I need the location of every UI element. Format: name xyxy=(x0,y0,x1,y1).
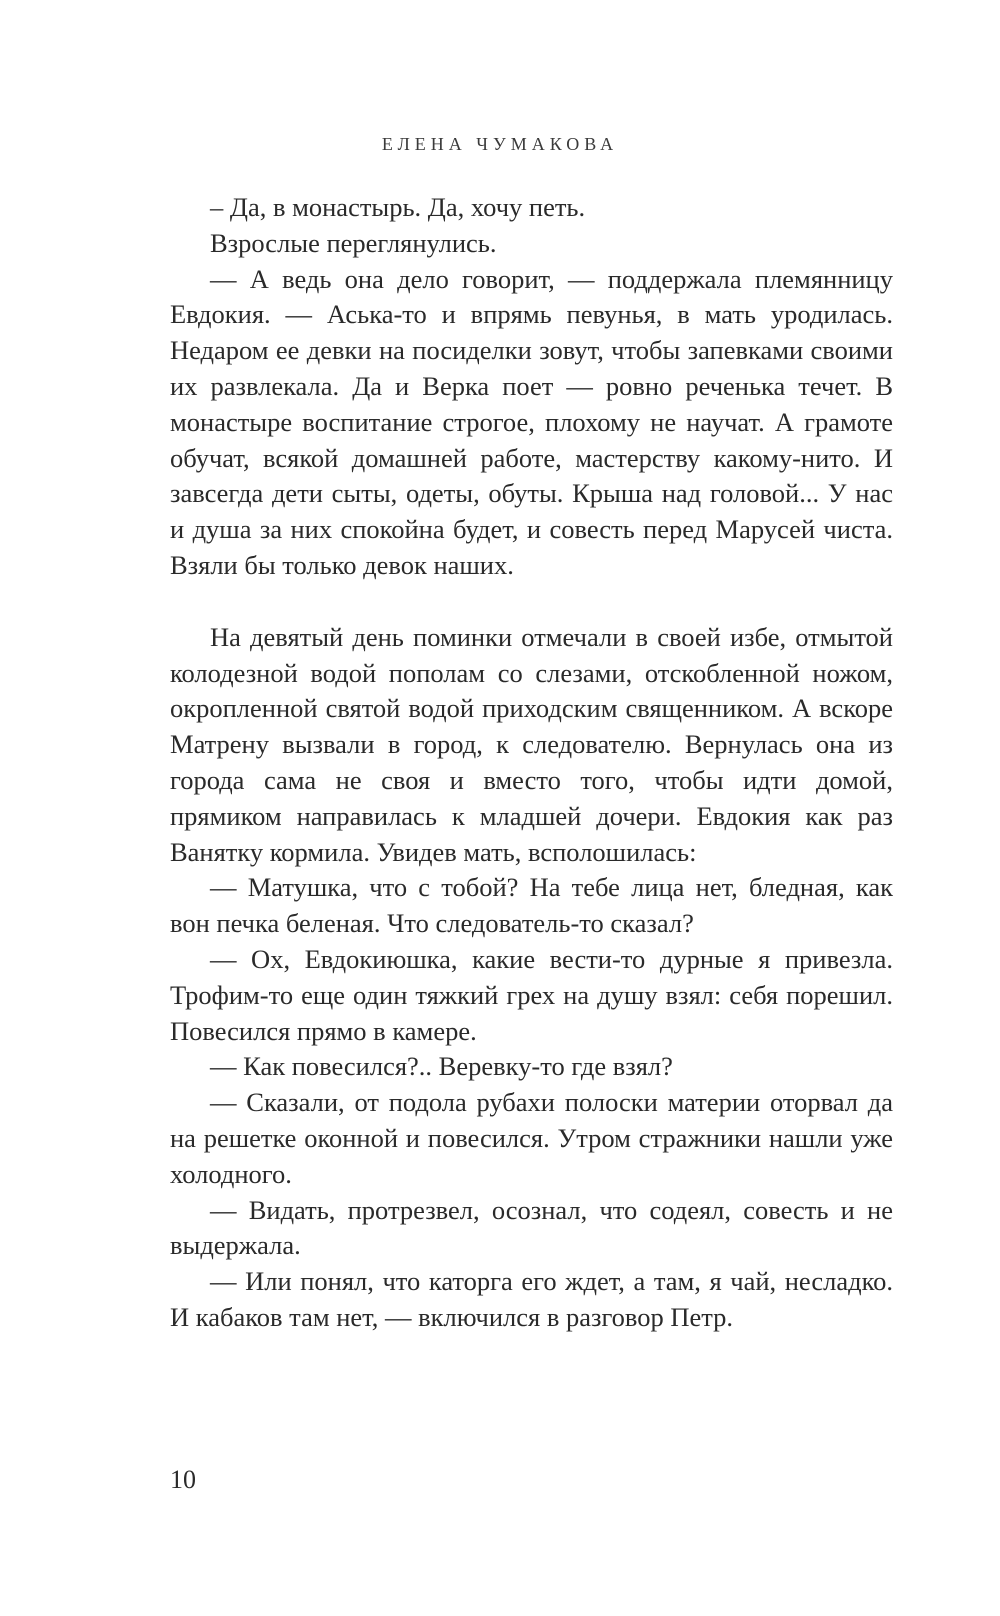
paragraph: — Матушка, что с тобой? На тебе лица нет, бледная, как вон печка беленая. Что следователь-то сказал? xyxy=(170,872,893,939)
running-head-author: ЕЛЕНА ЧУМАКОВА xyxy=(381,134,619,154)
paragraph: — Сказали, от подола рубахи полоски материи оторвал да на решетке оконной и повесился. Утром стражники нашли уже холодного. xyxy=(170,1087,893,1189)
paragraph: — А ведь она дело говорит, — поддержала племянницу Евдокия. — Аська-то и впрямь певунья, в мать уродилась. Недаром ее девки на посиделки зовут, чтобы запевками своими их развлекала. Да и Верка поет — ровно реченька течет. В монастыре воспитание строгое, плохому не научат. А грамоте обучат, всякой домашней работе, мастерству какому-нито. И завсегда дети сыты, одеты, обуты. Крыша над головой... У нас и душа за них спокойна будет, и совесть перед Марусей чиста. Взяли бы только девок наших. xyxy=(170,263,893,580)
paragraph: Взрослые переглянулись. xyxy=(210,227,497,258)
paragraph: — Видать, протрезвел, осознал, что содеял, совесть и не выдержала. xyxy=(170,1194,893,1261)
paragraph: — Как повесился?.. Веревку-то где взял? xyxy=(210,1051,673,1082)
paragraph: — Ох, Евдокиюшка, какие вести-то дурные я привезла. Трофим-то еще один тяжкий грех на душу взял: себя порешил. Повесился прямо в камере. xyxy=(170,943,893,1046)
paragraph: — Или понял, что каторга его ждет, а там, я чай, несладко. И кабаков там нет, — включился в разговор Петр. xyxy=(170,1266,893,1332)
body-text xyxy=(170,190,893,1336)
page-number: 10 xyxy=(170,1465,196,1494)
paragraph: На девятый день поминки отмечали в своей избе, отмытой колодезной водой пополам со слезами, отскобленной ножом, окропленной святой водой приходским священником. А вскоре Матрену вызвали в город, к следователю. Вернулась она из города сама не своя и вместо того, чтобы идти домой, прямиком направилась к младшей дочери. Евдокия как раз Ванятку кормила. Увидев мать, всполошилась: xyxy=(170,621,893,867)
paragraph: – Да, в монастырь. Да, хочу петь. xyxy=(210,192,586,222)
